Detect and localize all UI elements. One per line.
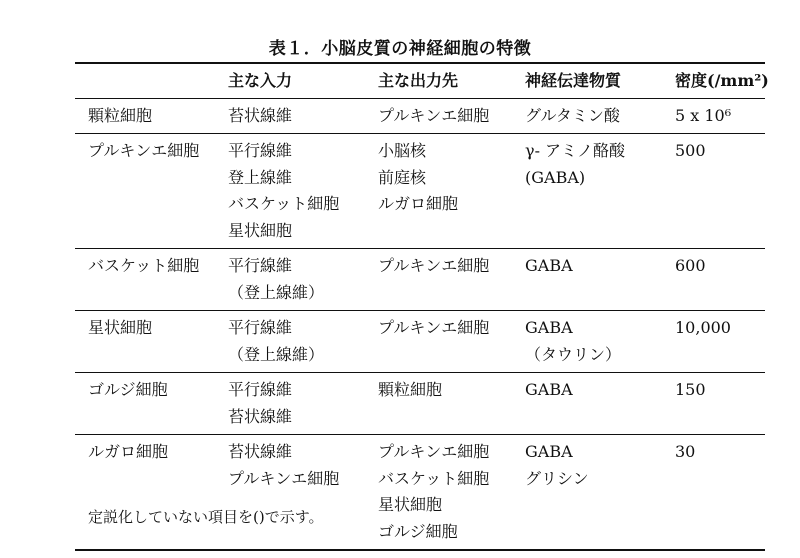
cell-type-line: プルキンエ細胞 — [88, 141, 200, 160]
main-inputs-line: バスケット細胞 — [228, 194, 340, 213]
table-body — [75, 98, 765, 550]
main-inputs — [215, 373, 365, 435]
main-outputs-line: ゴルジ細胞 — [378, 521, 458, 541]
main-outputs-line: 前庭核 — [378, 167, 427, 187]
cell-type-line: 顆粒細胞 — [88, 105, 153, 125]
main-outputs — [365, 373, 512, 435]
main-outputs-line: 顆粒細胞 — [378, 380, 443, 399]
main-inputs-line: 登上線維 — [228, 167, 293, 187]
neurotransmitters — [512, 134, 662, 249]
cell-type-line: 星状細胞 — [88, 318, 153, 337]
main-inputs-line: 星状細胞 — [228, 220, 293, 240]
table-row — [75, 311, 765, 373]
neurotransmitters-line: γ- アミノ酪酸 — [525, 141, 626, 160]
table-row — [75, 373, 765, 435]
density — [662, 134, 765, 249]
table-row — [75, 435, 765, 551]
main-outputs-line: 小脳核 — [378, 141, 427, 160]
cell-type — [75, 134, 215, 249]
main-inputs-line: 苔状線維 — [228, 105, 293, 125]
main-outputs — [365, 249, 512, 311]
cell-type — [75, 435, 215, 551]
main-outputs — [365, 435, 512, 551]
main-inputs-line: プルキンエ細胞 — [228, 468, 340, 488]
neurotransmitters-line: グルタミン酸 — [525, 105, 620, 125]
main-inputs — [215, 134, 365, 249]
main-outputs-line: プルキンエ細胞 — [378, 318, 490, 337]
cell-type — [75, 249, 215, 311]
table-row — [75, 134, 765, 249]
neurotransmitters — [512, 373, 662, 435]
density-line: 10,000 — [675, 318, 731, 337]
table-header-row — [75, 63, 765, 98]
main-inputs — [215, 98, 365, 134]
main-inputs-line: 平行線維 — [228, 256, 293, 275]
main-inputs — [215, 249, 365, 311]
main-outputs-line: 星状細胞 — [378, 495, 443, 514]
main-inputs-line: 苔状線維 — [228, 406, 293, 426]
density — [662, 435, 765, 551]
neurotransmitters-line: グリシン — [525, 468, 589, 488]
neurotransmitters — [512, 435, 662, 551]
header-neurotransmitter: 神経伝達物質 — [525, 71, 622, 90]
neurotransmitters-line: (GABA) — [525, 167, 586, 187]
cell-type — [75, 311, 215, 373]
neurotransmitters-line: GABA — [525, 442, 573, 461]
density-line: 500 — [675, 141, 706, 160]
main-inputs-line: （登上線維） — [228, 344, 325, 364]
main-inputs-line: 平行線維 — [228, 318, 293, 337]
header-cell-type — [75, 63, 215, 98]
main-outputs-line: バスケット細胞 — [378, 468, 490, 488]
neuron-table — [75, 62, 769, 551]
neurotransmitters-line: （タウリン） — [525, 344, 622, 364]
table-title: 表１．小脳皮質の神経細胞の特徴 — [268, 39, 532, 59]
density — [662, 311, 765, 373]
main-outputs-line: プルキンエ細胞 — [378, 105, 490, 125]
density — [662, 373, 765, 435]
main-inputs — [215, 435, 365, 551]
header-density: 密度(/mm²) — [675, 71, 769, 90]
density-line: 600 — [675, 256, 706, 275]
density-line: 5 x 10⁶ — [675, 105, 732, 125]
density — [662, 98, 765, 134]
table-row — [75, 98, 765, 134]
density-line: 30 — [675, 442, 696, 461]
cell-type — [75, 98, 215, 134]
main-inputs-line: 平行線維 — [228, 141, 293, 160]
main-outputs — [365, 98, 512, 134]
main-inputs-line: 苔状線維 — [228, 442, 293, 461]
neuron-table-container — [75, 62, 769, 551]
neurotransmitters — [512, 249, 662, 311]
neurotransmitters — [512, 311, 662, 373]
main-outputs-line: ルガロ細胞 — [378, 194, 459, 213]
main-inputs-line: 平行線維 — [228, 380, 293, 399]
main-outputs — [365, 311, 512, 373]
neurotransmitters-line: GABA — [525, 318, 573, 337]
cell-type — [75, 373, 215, 435]
density — [662, 249, 765, 311]
table-row — [75, 249, 765, 311]
cell-type-line: ルガロ細胞 — [88, 442, 169, 461]
main-inputs — [215, 311, 365, 373]
neurotransmitters-line: GABA — [525, 380, 573, 399]
header-main-input: 主な入力 — [228, 71, 293, 90]
main-outputs-line: プルキンエ細胞 — [378, 256, 490, 275]
cell-type-line: ゴルジ細胞 — [88, 380, 168, 399]
main-outputs — [365, 134, 512, 249]
neurotransmitters — [512, 98, 662, 134]
main-inputs-line: （登上線維） — [228, 282, 325, 302]
main-outputs-line: プルキンエ細胞 — [378, 442, 490, 461]
cell-type-line: バスケット細胞 — [88, 256, 200, 275]
density-line: 150 — [675, 380, 706, 399]
neurotransmitters-line: GABA — [525, 256, 573, 275]
header-main-output: 主な出力先 — [378, 71, 459, 90]
footnote: 定説化していない項目を()で示す。 — [88, 508, 324, 526]
